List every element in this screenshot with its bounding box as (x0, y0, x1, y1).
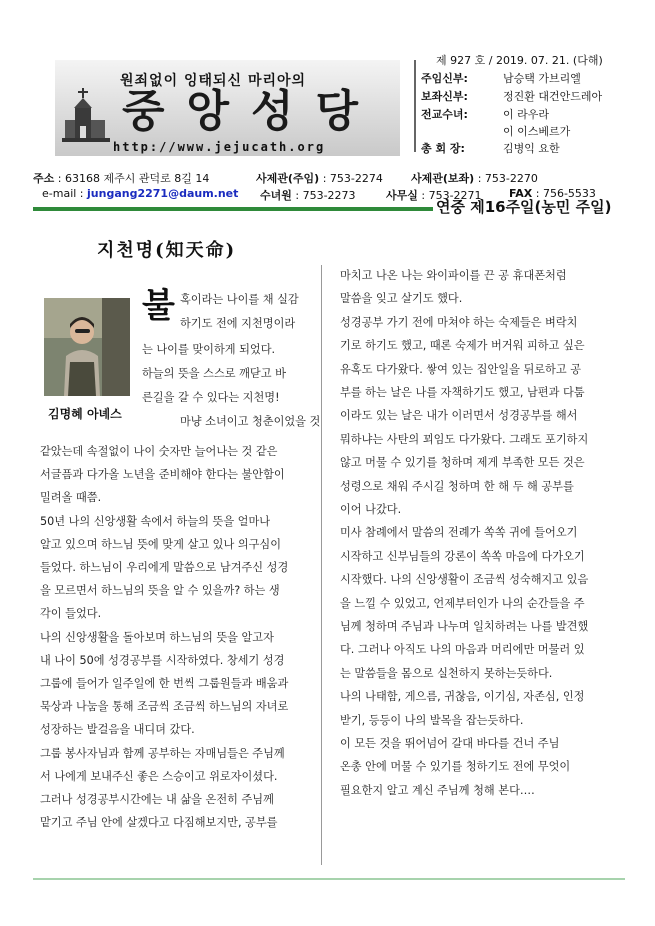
article-line: 시작하고 신부님들의 강론이 쏙쏙 마음에 다가오기 (340, 549, 585, 563)
article-line: 내 나이 50에 성경공부를 시작하였다. 창세기 성경 (40, 653, 285, 667)
article-line: 부를 하는 날은 나를 자책하기도 했고, 남편과 다툼 (340, 386, 585, 399)
article-line: 기로 하기도 했고, 때론 숙제가 버거워 피하고 싶은 (340, 339, 585, 353)
staff-name: 이 이스베르가 (503, 125, 571, 138)
article-line: 50년 나의 신앙생활 속에서 하늘의 뜻을 얼마나 (40, 514, 271, 528)
article-line: 그룹에 들어가 일주일에 한 번씩 그룹원들과 배움과 (40, 677, 289, 690)
article-line: 나의 나태함, 게으름, 귀찮음, 이기심, 자존심, 인정 (340, 690, 585, 704)
article-line: 온총 안에 머물 수 있기를 청하기도 전에 무엇이 (340, 760, 571, 774)
staff-name: 김병익 요한 (503, 142, 560, 155)
rectory-main-phone (256, 170, 383, 186)
masthead-motto: 원죄없이 잉태되신 마리아의 (120, 73, 307, 89)
staff-role: 주임신부: (421, 72, 468, 85)
rectory-assist-value: : 753-2270 (477, 172, 538, 185)
office-value: : 753-2271 (421, 189, 482, 202)
article-line: 른길을 갈 수 있다는 지천명! (142, 391, 280, 404)
article-line: 을 느낄 수 있었고, 언제부터인가 나의 순간들을 주 (340, 596, 585, 610)
convent-label: 수녀원 (260, 189, 292, 202)
staff-row (421, 140, 560, 156)
article-line: 밀려올 때쯤. (40, 491, 102, 505)
staff-role: 총 회 장: (421, 142, 465, 155)
drop-cap: 불 (142, 286, 175, 326)
article-line: 성장하는 발걸음을 내디뎌 갔다. (40, 723, 195, 737)
article-line: 들었다. 하느님이 우리에게 말씀으로 남겨주신 성경 (40, 561, 289, 574)
article-line: 뭐하냐는 사탄의 꾀임도 다가왔다. 그래도 포기하지 (340, 432, 589, 446)
article-line: 필요한지 알고 계신 주님께 청해 본다…. (340, 783, 535, 797)
article-line: 받기, 등등이 나의 발목을 잡는듯하다. (340, 713, 524, 727)
article-line: 성령으로 채워 주시길 청하며 한 해 두 해 공부를 (340, 479, 574, 493)
article-line: 미사 참례에서 말씀의 전례가 쏙쏙 귀에 들어오기 (340, 526, 578, 540)
column-divider (321, 265, 322, 865)
email (42, 187, 238, 200)
staff-row (421, 70, 581, 86)
article-line: 하늘의 뜻을 스스로 깨닫고 바 (142, 367, 286, 380)
masthead-divider (414, 60, 416, 152)
address (33, 170, 209, 186)
fax-value: : 756-5533 (535, 187, 596, 200)
sunday-title: 연중 제16주일(농민 주일) (436, 198, 612, 216)
article-line: 각이 들었다. (40, 607, 102, 621)
newsletter-title: 중앙성당 (122, 86, 381, 137)
convent-phone (260, 187, 356, 203)
green-divider (33, 207, 433, 211)
rectory-main-label: 사제관(주임) (256, 172, 320, 185)
article-line: 이어 나갔다. (340, 503, 402, 516)
issue-number: 제 927 호 / 2019. 07. 21. (다해) (436, 54, 603, 67)
article-line: 성경공부 가기 전에 마쳐야 하는 숙제들은 벼락치 (340, 315, 578, 329)
staff-row (421, 106, 550, 122)
staff-name: 남승택 가브리엘 (503, 72, 581, 85)
staff-name: 이 라우라 (503, 108, 550, 121)
fax-label: FAX (509, 187, 533, 200)
article-line: 는 나이를 맞이하게 되었다. (142, 343, 276, 356)
office-label: 사무실 (386, 189, 418, 202)
article-line: 같았는데 속절없이 나이 숫자만 늘어나는 것 같은 (40, 445, 278, 458)
article-line: 유혹도 다가왔다. 쌓여 있는 집안일을 뒤로하고 공 (340, 362, 582, 376)
article-line: 다. 그러나 아직도 나의 마음과 머리에만 머물러 있 (340, 643, 585, 657)
email-link[interactable]: jungang2271@daum.net (87, 187, 239, 200)
article-line: 님께 청하며 주님과 나누며 일치하려는 나를 발견했 (340, 620, 589, 633)
author-caption: 김명혜 아녜스 (48, 407, 122, 421)
rectory-assist-phone (411, 170, 538, 186)
church-icon (62, 86, 110, 146)
article-line: 그러나 성경공부시간에는 내 삶을 온전히 주님께 (40, 793, 274, 806)
article-line: 서 나에게 보내주신 좋은 스승이고 위로자이셨다. (40, 769, 278, 783)
article-line: 나의 신앙생활을 돌아보며 하느님의 뜻을 알고자 (40, 630, 274, 644)
article-line: 맡기고 주님 안에 살겠다고 다짐해보지만, 공부를 (40, 816, 278, 830)
article-line: 시작했다. 나의 신앙생활이 조금씩 성숙해지고 있음 (340, 573, 589, 587)
article-line: 마치고 나온 나는 와이파이를 끈 공 휴대폰처럼 (340, 269, 567, 282)
website-link[interactable]: http://www.jejucath.org (113, 140, 326, 154)
article-line: 하기도 전에 지천명이라 (180, 317, 296, 330)
rectory-main-value: : 753-2274 (322, 172, 383, 185)
article-line: 그룹 봉사자님과 함께 공부하는 자매님들은 주님께 (40, 746, 285, 760)
article-line: 이 모든 것을 뛰어넘어 갈대 바다를 건너 주님 (340, 737, 560, 750)
article-line: 묵상과 나눔을 통해 조금씩 조금씩 하느님의 자녀로 (40, 700, 289, 714)
article-line: 마냥 소녀이고 청춘이었을 것 (180, 415, 321, 428)
article-line: 을 모르면서 하느님의 뜻을 알 수 있을까? 하는 생 (40, 584, 280, 598)
convent-value: : 753-2273 (295, 189, 356, 202)
article-line: 알고 있으며 하느님 뜻에 맞게 살고 있나 의구심이 (40, 537, 282, 551)
article-line: 않고 머물 수 있기를 청하며 제게 부족한 모든 것은 (340, 456, 585, 470)
bottom-divider (33, 878, 625, 880)
address-label: 주소 (33, 172, 55, 185)
email-label: e-mail : (42, 187, 84, 200)
article-line: 혹이라는 나이를 채 실감 (180, 293, 299, 306)
staff-role: 보좌신부: (421, 90, 468, 103)
staff-name: 정진환 대건안드레아 (503, 90, 603, 103)
article-title: 지천명(知天命) (97, 240, 237, 261)
article-line: 이라도 있는 날은 내가 이러면서 성경공부를 해서 (340, 409, 578, 423)
author-photo (44, 298, 130, 396)
article-line: 는 말씀들을 몸으로 실천하지 못하는듯하다. (340, 666, 553, 680)
staff-role: 전교수녀: (421, 108, 468, 121)
article-line: 말씀을 잊고 살기도 했다. (340, 292, 463, 306)
address-value: : 63168 제주시 관덕로 8길 14 (57, 172, 210, 185)
article-line: 서글픔과 다가올 노년을 준비해야 한다는 불안함이 (40, 468, 285, 482)
rectory-assist-label: 사제관(보좌) (411, 172, 475, 185)
staff-row (421, 88, 603, 104)
